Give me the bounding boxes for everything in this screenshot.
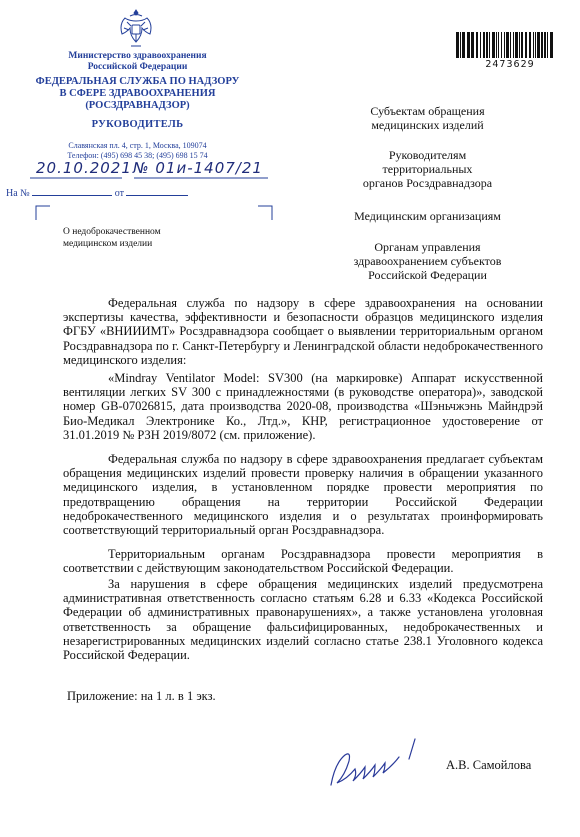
barcode-bar (521, 32, 523, 58)
barcode-bar (537, 32, 540, 58)
barcode (455, 32, 554, 58)
subject-line: О недоброкачественном (63, 227, 161, 237)
body-paragraph: Федеральная служба по надзору в сфере здравоохранения на основании экспертизы качества, эффективности и безопасности образцов медицинского изделия ФГБУ «ВНИИИМТ» Росздравнадзора сообщает о выявлении территориальным органом Росздравнадзора по г. Санкт-Петербургу и Ленинградской области недоброкачественного медицинского изделия: (63, 296, 543, 367)
recipient-line: Руководителям (388, 148, 467, 162)
body-paragraph: Территориальным органам Росздравнадзора провести мероприятия в соответствии с действующим законодательством Российской Федерации. (63, 547, 543, 576)
barcode-bar (496, 32, 497, 58)
recipient-block (325, 148, 530, 190)
recipient-line: территориальных (382, 162, 473, 176)
barcode-bar (460, 32, 461, 58)
ministry-line: Министерство здравоохранения (68, 51, 207, 61)
barcode-number: 2473629 (485, 59, 535, 70)
body-paragraph: За нарушения в сфере обращения медицинских изделий предусмотрена административная ответственность согласно статьям 6.28 и 6.33 «Кодекса Российской Федерации об административных правонарушениях», а также установлена уголовная ответственность за обращение фальсифицированных, недоброкачественных и незарегистрированных медицинских изделий согласно статье 238.1 Уголовного кодекса Российской Федерации. (63, 577, 543, 663)
barcode-bar (483, 32, 485, 58)
agency-name (30, 76, 245, 112)
barcode-bar (533, 32, 534, 58)
recipient-line: Органам управления (374, 240, 481, 254)
reference-date-field (126, 185, 188, 196)
barcode-bar (513, 32, 514, 58)
barcode-bar (550, 32, 553, 58)
barcode-bar (489, 32, 490, 58)
agency-line: (РОСЗДРАВНАДЗОР) (85, 100, 190, 111)
recipient-line: Субъектам обращения (370, 104, 485, 118)
reference-number-label: На № (6, 188, 30, 199)
barcode-bar (544, 32, 546, 58)
recipient-block (325, 104, 530, 132)
phone-line: Телефон: (495) 698 45 38; (495) 698 15 74 (67, 151, 208, 160)
barcode-bar (541, 32, 543, 58)
ministry-line: Российской Федерации (87, 62, 188, 72)
barcode-bar (535, 32, 536, 58)
barcode-bar (462, 32, 465, 58)
barcode-bar (467, 32, 470, 58)
barcode-bar (476, 32, 478, 58)
coat-of-arms-icon (117, 6, 155, 50)
barcode-bar (456, 32, 459, 58)
recipient-block (325, 240, 530, 282)
barcode-bar (480, 32, 481, 58)
reference-number-field (32, 185, 112, 196)
barcode-bar (486, 32, 488, 58)
barcode-bar (525, 32, 527, 58)
barcode-bar (529, 32, 531, 58)
barcode-bar (471, 32, 474, 58)
recipient-line: органов Росздравнадзора (362, 176, 493, 190)
barcode-bar (504, 32, 505, 58)
barcode-bar (501, 32, 502, 58)
recipient-line: Медицинским организациям (354, 209, 501, 223)
agency-line: ФЕДЕРАЛЬНАЯ СЛУЖБА ПО НАДЗОРУ (35, 76, 240, 87)
barcode-bar (506, 32, 509, 58)
recipient-block (325, 209, 530, 223)
address-block (40, 141, 235, 161)
reference-line (6, 185, 188, 199)
annex-note: Приложение: на 1 л. в 1 экз. (67, 689, 216, 703)
barcode-bar (492, 32, 495, 58)
barcode-bar (498, 32, 499, 58)
handwritten-signature (325, 735, 425, 790)
head-title: РУКОВОДИТЕЛЬ (91, 119, 184, 130)
body-paragraph: Федеральная служба по надзору в сфере здравоохранения предлагает субъектам обращения медицинских изделий провести проверку наличия в обращении указанного медицинского изделия, в установленном порядке провести мероприятия по предотвращению обращения на территории Российской Федерации недоброкачественного медицинского изделия и о результатах проинформировать соответствующий территориальный орган Росздравнадзора. (63, 452, 543, 538)
subject-line: медицинском изделии (63, 239, 153, 249)
recipient-line: здравоохранением субъектов (353, 254, 502, 268)
reference-date-label: от (114, 188, 124, 199)
barcode-bar (515, 32, 518, 58)
recipient-line: медицинских изделий (371, 118, 484, 132)
subject-brackets (30, 200, 280, 224)
recipient-line: Российской Федерации (368, 268, 487, 282)
barcode-bar (547, 32, 548, 58)
registration-number: № 01и-1407/21 (133, 159, 263, 177)
registration-date: 20.10.2021 (36, 159, 132, 177)
letter-subject (63, 226, 233, 250)
address-line: Славянская пл. 4, стр. 1, Москва, 109074 (68, 141, 207, 150)
signer-name: А.В. Самойлова (446, 758, 532, 772)
barcode-bar (519, 32, 520, 58)
ministry-name (40, 51, 235, 73)
device-description: «Mindray Ventilator Model: SV300 (на маркировке) Аппарат искусственной вентиляции легких SV 300 с принадлежностями (в руководстве оператора)», заводской номер GB-07026815, дата производства 2020-08, производства «Шэньчжэнь Майндрэй Био-Медикал Электронике Ко., Лтд.», КНР, регистрационное удостоверение от 31.01.2019 № РЗН 2019/8072 (см. приложение). (63, 371, 543, 442)
agency-line: В СФЕРЕ ЗДРАВООХРАНЕНИЯ (59, 88, 216, 99)
barcode-bar (510, 32, 511, 58)
